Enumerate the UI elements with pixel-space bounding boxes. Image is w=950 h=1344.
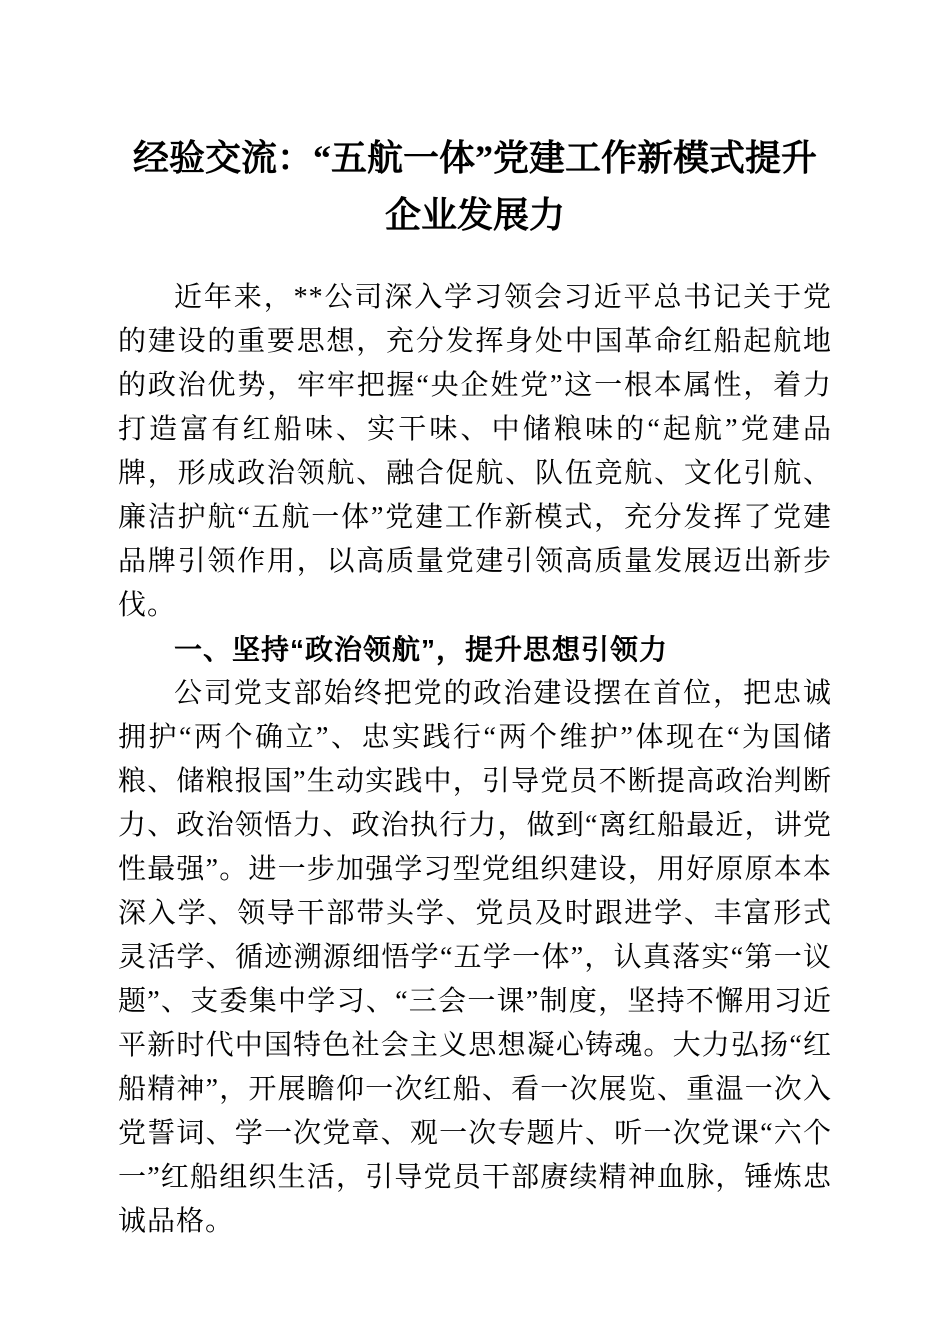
paragraph-intro: 近年来，**公司深入学习领会习近平总书记关于党的建设的重要思想，充分发挥身处中国革命红船起航地的政治优势，牢牢把握“央企姓党”这一根本属性，着力打造富有红船味、实干味、中储粮味的“起航”党建品牌，形成政治领航、融合促航、队伍竞航、文化引航、廉洁护航“五航一体”党建工作新模式，充分发挥了党建品牌引领作用，以高质量党建引领高质量发展迈出新步伐。 xyxy=(118,282,832,621)
section-heading-1: 一、坚持“政治领航”，提升思想引领力 xyxy=(174,634,669,665)
document-title xyxy=(118,130,832,244)
document-title-line-2: 企业发展力 xyxy=(384,195,565,235)
paragraph-section-1: 公司党支部始终把党的政治建设摆在首位，把忠诚拥护“两个确立”、忠实践行“两个维护”体现在“为国储粮、储粮报国”生动实践中，引导党员不断提高政治判断力、政治领悟力、政治执行力，做到“离红船最近，讲党性最强”。进一步加强学习型党组织建设，用好原原本本深入学、领导干部带头学、党员及时跟进学、丰富形式灵活学、循迹溯源细悟学“五学一体”，认真落实“第一议题”、支委集中学习、“三会一课”制度，坚持不懈用习近平新时代中国特色社会主义思想凝心铸魂。大力弘扬“红船精神”，开展瞻仰一次红船、看一次展览、重温一次入党誓词、学一次党章、观一次专题片、听一次党课“六个一”红船组织生活，引导党员干部赓续精神血脉，锤炼忠诚品格。 xyxy=(118,678,832,1237)
document-title-line-1: 经验交流：“五航一体”党建工作新模式提升 xyxy=(132,138,817,178)
